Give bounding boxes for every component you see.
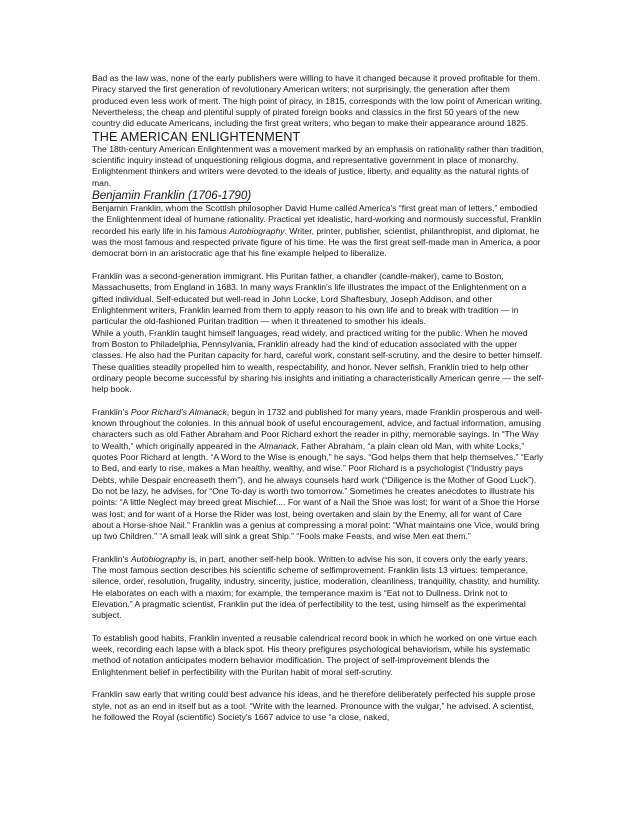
text-run: is, in part, another self-help book. Written to advise his son, it covers only the early years. The most famous section describes his scientific scheme of selfimprovement. Franklin lists 13 virtues: temperance, silence, order, resolution, frugality, industry, sincerity, justice, moderation, cleanliness, tranquility, chastity, and humility. He elaborates on each with a maxim; for example, the temperance maxim is “Eat not to Dullness. Drink not to Elevation.” A pragmatic scientist, Franklin put the idea of perfectibility to the test, using himself as the experimental subject. bbox=[92, 553, 541, 621]
text-run: . Writer, printer, publisher, scientist, philanthropist, and diplomat, he was the most famous and respected private figure of his time. He was the first great self-made man in America, a poor democrat born in an aristocratic age that his fine example helped to liberalize. bbox=[92, 225, 541, 259]
italic-title: Poor Richard's Almanack bbox=[130, 406, 227, 417]
text-run: Franklin's bbox=[92, 406, 131, 417]
franklin-paragraph-4 bbox=[92, 407, 544, 543]
franklin-paragraph-6: To establish good habits, Franklin invented a reusable calendrical record book in which he worked on one virtue each week, recording each lapse with a black spot. His theory prefigures psychological behaviorism, while his systematic method of notation anticipates modern behavior modification. The project of self-improvement blends the Enlightenment belief in perfectibility with the Puritan habit of moral self-scrutiny. bbox=[92, 632, 537, 677]
franklin-paragraph-2: Franklin was a second-generation immigrant. His Puritan father, a chandler (candle-maker), came to Boston, Massachusetts, from England in 1683. In many ways Franklin's life illustrates the impact of the Enlightenment on a gifted individual. Self-educated but well-read in John Locke, Lord Shaftesbury, Joseph Addison, and other Enlightenment writers, Franklin learned from them to apply reason to his own life and to break with tradition — in particular the old-fashioned Puritan tradition — when it threatened to smother his ideals. bbox=[92, 270, 527, 327]
italic-title: Autobiography bbox=[130, 553, 187, 564]
text-run: , Father Abraham, “a plain clean old Man, with white Locks,” quotes Poor Richard at length. “A Word to the Wise is enough,” he says. “God helps them that help themselves.” “Early to Bed, and early to rise, makes a Man healthy, wealthy, and wise.” Poor Richard is a psychologist (“Industry pays Debts, while Despair encreaseth them”), and he always counsels hard work (“Diligence is the Mother of Good Luck”). Do not be lazy, he advises, for “One To-day is worth two tomorrow.” Sometimes he creates anecdotes to illustrate his points: “A little Neglect may breed great Mischief.... For want of a Nail the Shoe was lost; for want of a Shoe the Horse was lost; and for want of a Horse the Rider was lost, being overtaken and slain by the Enemy, all for want of Care about a Horse-shoe Nail.” Franklin was a genius at compressing a moral point: “What maintains one Vice, would bring up two Children.” “A small leak will sink a great Ship.” “Fools make Feasts, and wise Men eat them.” bbox=[92, 440, 544, 542]
text-run: Benjamin Franklin, whom the Scottish philosopher David Hume called America's “first great man of letters,” embodied the Enlightenment ideal of humane rationality. Practical yet idealistic, hard-working and normously successful, Franklin recorded his early life in his famous bbox=[92, 203, 542, 236]
franklin-paragraph-5 bbox=[92, 554, 544, 622]
intro-paragraph: Bad as the law was, none of the early publishers were willing to have it changed because it proved profitable for them. Piracy starved the first generation of revolutionary American writers; not surprisingly, the generation after them produced even less work of merit. The high point of piracy, in 1815, corresponds with the low point of American writing. Nevertheless, the cheap and plentiful supply of pirated foreign books and classics in the first 50 years of the new country did educate Americans, including the first great writers, who began to make their appearance around 1825. bbox=[92, 73, 543, 129]
section-heading: THE AMERICAN ENLIGHTENMENT bbox=[92, 129, 301, 144]
italic-title: Autobiography bbox=[229, 225, 285, 236]
franklin-paragraph-3: While a youth, Franklin taught himself languages, read widely, and practiced writing for the public. When he moved from Boston to Philadelphia, Pennsylvania, Franklin already had the kind of education associated with the upper classes. He also had the Puritan capacity for hard, careful work, constant self-scrutiny, and the desire to better himself. These qualities steadily propelled him to wealth, respectability, and honor. Never selfish, Franklin tried to help other ordinary people become successful by sharing his insights and initiating a characteristically American genre — the self-help book. bbox=[92, 327, 544, 395]
franklin-paragraph-1 bbox=[92, 203, 544, 260]
franklin-paragraph-7: Franklin saw early that writing could best advance his ideas, and he therefore deliberately perfected his supple prose style, not as an end in itself but as a tool. “Write with the learned. Pronounce with the vulgar,” he advised. A scientist, he followed the Royal (scientific) Society's 1667 advice to use “a close, naked, bbox=[92, 689, 536, 722]
text-run: , begun in 1732 and published for many years, made Franklin prosperous and well-known throughout the colonies. In this annual book of useful encouragement, advice, and factual information, amusing characters such as old Father Abraham and Poor Richard exhort the reader in pithy, memorable sayings. In “The Way to Wealth,” which originally appeared in the bbox=[92, 406, 543, 451]
section-intro-paragraph: The 18th-century American Enlightenment was a movement marked by an emphasis on rationality rather than tradition, scientific inquiry instead of unquestioning religious dogma, and representative government in place of monarchy. Enlightenment thinkers and writers were devoted to the ideals of justice, liberty, and equality as the natural rights of man. bbox=[92, 143, 544, 188]
document-page bbox=[92, 73, 544, 723]
text-run: Franklin's bbox=[92, 553, 131, 564]
franklin-subheading: Benjamin Franklin (1706-1790) bbox=[92, 189, 252, 203]
italic-title: Almanack bbox=[258, 440, 297, 451]
